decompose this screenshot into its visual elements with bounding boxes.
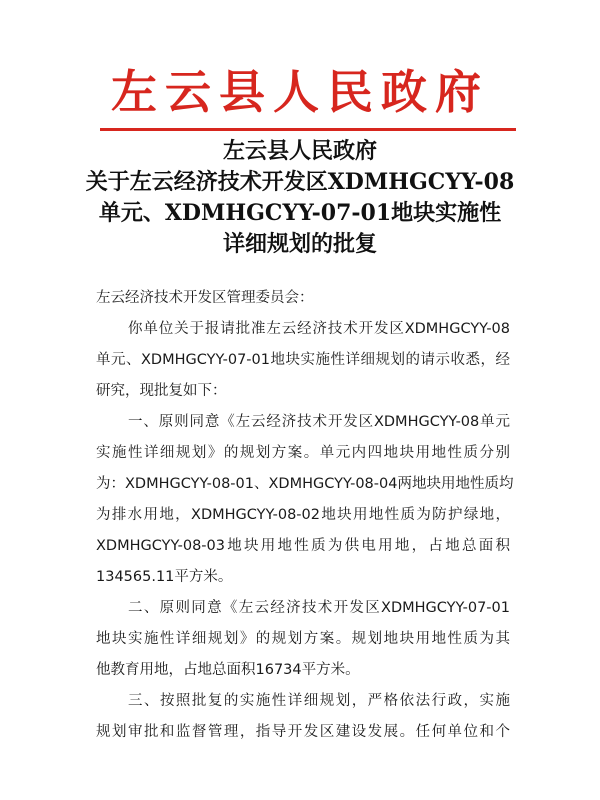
title-line: 关于左云经济技术开发区XDMHGCYY-08: [85, 169, 515, 195]
body-line: 研究，现批复如下：: [96, 383, 227, 399]
title-line: 左云县人民政府: [222, 138, 377, 164]
title-line: 单元、XDMHGCYY-07-01地块实施性: [98, 200, 502, 226]
red-divider-line: [100, 128, 516, 131]
body-line: 他教育用地，占地总面积16734平方米。: [96, 662, 360, 678]
document-body: [96, 283, 514, 748]
body-line: 你单位关于报请批准左云经济技术开发区XDMHGCYY-08: [128, 321, 510, 337]
body-line: 一、原则同意《左云经济技术开发区XDMHGCYY-08单元: [128, 414, 510, 430]
body-line: 实施性详细规划》的规划方案。单元内四地块用地性质分别: [96, 445, 510, 461]
body-line: 规划审批和监督管理，指导开发区建设发展。任何单位和个: [96, 724, 510, 740]
body-line: 单元、XDMHGCYY-07-01地块实施性详细规划的请示收悉，经: [96, 352, 510, 368]
body-line: XDMHGCYY-08-03地块用地性质为供电用地，占地总面积: [96, 538, 510, 554]
title-line: 详细规划的批复: [222, 231, 377, 257]
body-line: 地块实施性详细规划》的规划方案。规划地块用地性质为其: [96, 631, 510, 647]
letterhead-title: 左云县人民政府: [111, 65, 489, 119]
body-line: 为：XDMHGCYY-08-01、XDMHGCYY-08-04两地块用地性质均: [96, 476, 514, 492]
body-line: 二、原则同意《左云经济技术开发区XDMHGCYY-07-01: [128, 600, 510, 616]
addressee-line: 左云经济技术开发区管理委员会：: [96, 290, 314, 306]
body-line: 134565.11平方米。: [96, 569, 233, 585]
document-title: [40, 136, 560, 260]
body-line: 三、按照批复的实施性详细规划，严格依法行政，实施: [128, 693, 510, 709]
body-line: 为排水用地，XDMHGCYY-08-02地块用地性质为防护绿地，: [96, 507, 510, 523]
